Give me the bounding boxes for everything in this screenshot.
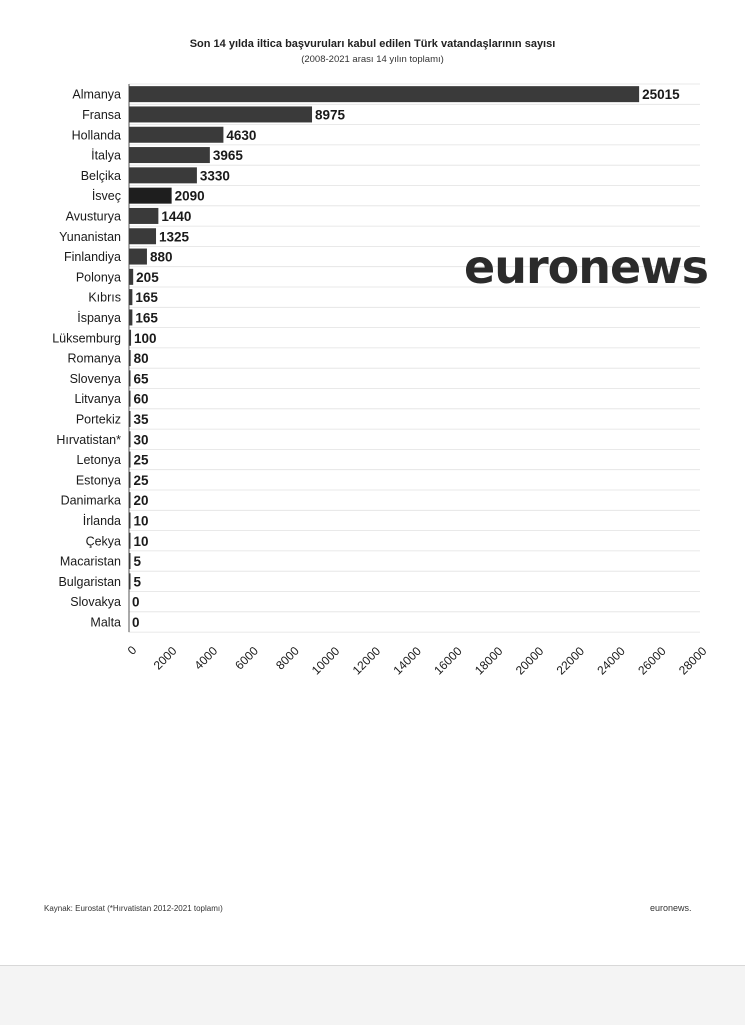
category-label: Lüksemburg — [52, 331, 121, 346]
bar — [129, 269, 133, 285]
category-label: Kıbrıs — [88, 290, 121, 305]
x-tick-label: 16000 — [431, 643, 465, 678]
category-label: İtalya — [91, 148, 121, 163]
value-label: 65 — [133, 371, 149, 387]
x-tick-label: 24000 — [594, 643, 628, 678]
bar — [129, 147, 210, 163]
category-label: Slovenya — [69, 371, 121, 386]
category-label: Bulgaristan — [58, 574, 121, 589]
bar — [129, 512, 131, 528]
category-label: Fransa — [82, 107, 121, 122]
value-label: 25 — [133, 452, 149, 468]
x-tick-label: 12000 — [349, 643, 384, 678]
x-tick-label: 14000 — [390, 643, 424, 678]
category-label: Portekiz — [75, 412, 121, 427]
value-label: 25 — [133, 472, 149, 488]
value-label: 880 — [149, 249, 173, 265]
bar — [129, 452, 131, 468]
category-label: Slovakya — [70, 595, 121, 610]
value-label: 5 — [133, 574, 142, 590]
category-label: Çekya — [85, 534, 121, 549]
category-label: Romanya — [67, 351, 121, 366]
bar — [129, 553, 131, 569]
x-tick-label: 28000 — [675, 643, 710, 678]
scan-edge — [0, 965, 745, 1025]
value-label: 0 — [132, 614, 140, 630]
bar — [129, 533, 131, 549]
x-tick-label: 4000 — [191, 643, 221, 673]
bar — [129, 330, 131, 346]
bar — [129, 249, 147, 265]
category-label: İspanya — [77, 310, 121, 325]
value-label: 100 — [134, 330, 157, 346]
bar — [129, 188, 172, 204]
value-label: 4630 — [226, 127, 257, 143]
category-label: Belçika — [80, 168, 121, 183]
category-label: İsveç — [91, 189, 121, 204]
bar — [129, 391, 131, 407]
x-tick-label: 22000 — [553, 643, 588, 678]
chart-title: Son 14 yılda iltica başvuruları kabul edilen Türk vatandaşlarının sayısı — [189, 38, 556, 50]
bar — [129, 350, 131, 366]
value-label: 205 — [136, 269, 159, 285]
value-label: 20 — [133, 493, 149, 509]
x-tick-label: 10000 — [308, 643, 343, 678]
source-note: Kaynak: Eurostat (*Hırvatistan 2012-2021 toplamı) — [44, 904, 223, 913]
footer-logo: euronews. — [650, 903, 692, 913]
bar — [129, 370, 131, 386]
x-tick-label: 8000 — [273, 643, 302, 673]
value-label: 8975 — [315, 107, 346, 123]
category-label: Avusturya — [65, 209, 121, 224]
bar — [129, 411, 131, 427]
category-label: Estonya — [75, 473, 121, 488]
x-tick-label: 2000 — [150, 643, 180, 673]
value-label: 1440 — [161, 208, 192, 224]
value-label: 10 — [133, 533, 149, 549]
bar — [129, 472, 131, 488]
value-label: 2090 — [174, 188, 205, 204]
value-label: 30 — [133, 432, 149, 448]
category-label: Letonya — [76, 453, 121, 468]
value-label: 165 — [135, 310, 158, 326]
category-label: Finlandiya — [64, 250, 121, 265]
category-label: Danimarka — [60, 493, 121, 508]
value-label: 0 — [132, 594, 140, 610]
category-label: Almanya — [72, 87, 121, 102]
category-label: Litvanya — [74, 392, 121, 407]
bar — [129, 228, 156, 244]
euronews-logo: euronews — [464, 240, 709, 294]
category-label: Macaristan — [59, 554, 121, 569]
bar — [129, 289, 132, 305]
x-tick-label: 26000 — [635, 643, 669, 678]
value-label: 165 — [135, 290, 158, 306]
x-tick-label: 20000 — [512, 643, 547, 678]
bar — [129, 127, 223, 143]
bar — [129, 208, 158, 224]
category-label: Hırvatistan* — [56, 432, 121, 447]
category-label: Yunanistan — [59, 229, 121, 244]
value-label: 60 — [133, 391, 149, 407]
category-label: Hollanda — [71, 128, 121, 143]
value-label: 1325 — [159, 229, 190, 245]
chart-subtitle: (2008-2021 arası 14 yılın toplamı) — [301, 54, 444, 65]
bar — [129, 309, 132, 325]
value-label: 10 — [133, 513, 149, 529]
value-label: 3965 — [212, 148, 243, 164]
category-label: Malta — [90, 615, 121, 630]
bar — [129, 86, 639, 102]
bar — [129, 431, 131, 447]
bar — [129, 167, 197, 183]
category-label: Polonya — [75, 270, 121, 285]
value-label: 3330 — [199, 168, 230, 184]
value-label: 35 — [133, 411, 149, 427]
x-tick-label: 6000 — [232, 643, 262, 673]
value-label: 5 — [133, 554, 142, 570]
value-label: 80 — [133, 351, 149, 367]
bar — [129, 106, 312, 122]
bar — [129, 573, 131, 589]
x-tick-label: 18000 — [472, 643, 506, 678]
x-tick-label: 0 — [124, 643, 140, 658]
value-label: 25015 — [642, 87, 680, 103]
category-label: İrlanda — [82, 513, 121, 528]
bar — [129, 492, 131, 508]
